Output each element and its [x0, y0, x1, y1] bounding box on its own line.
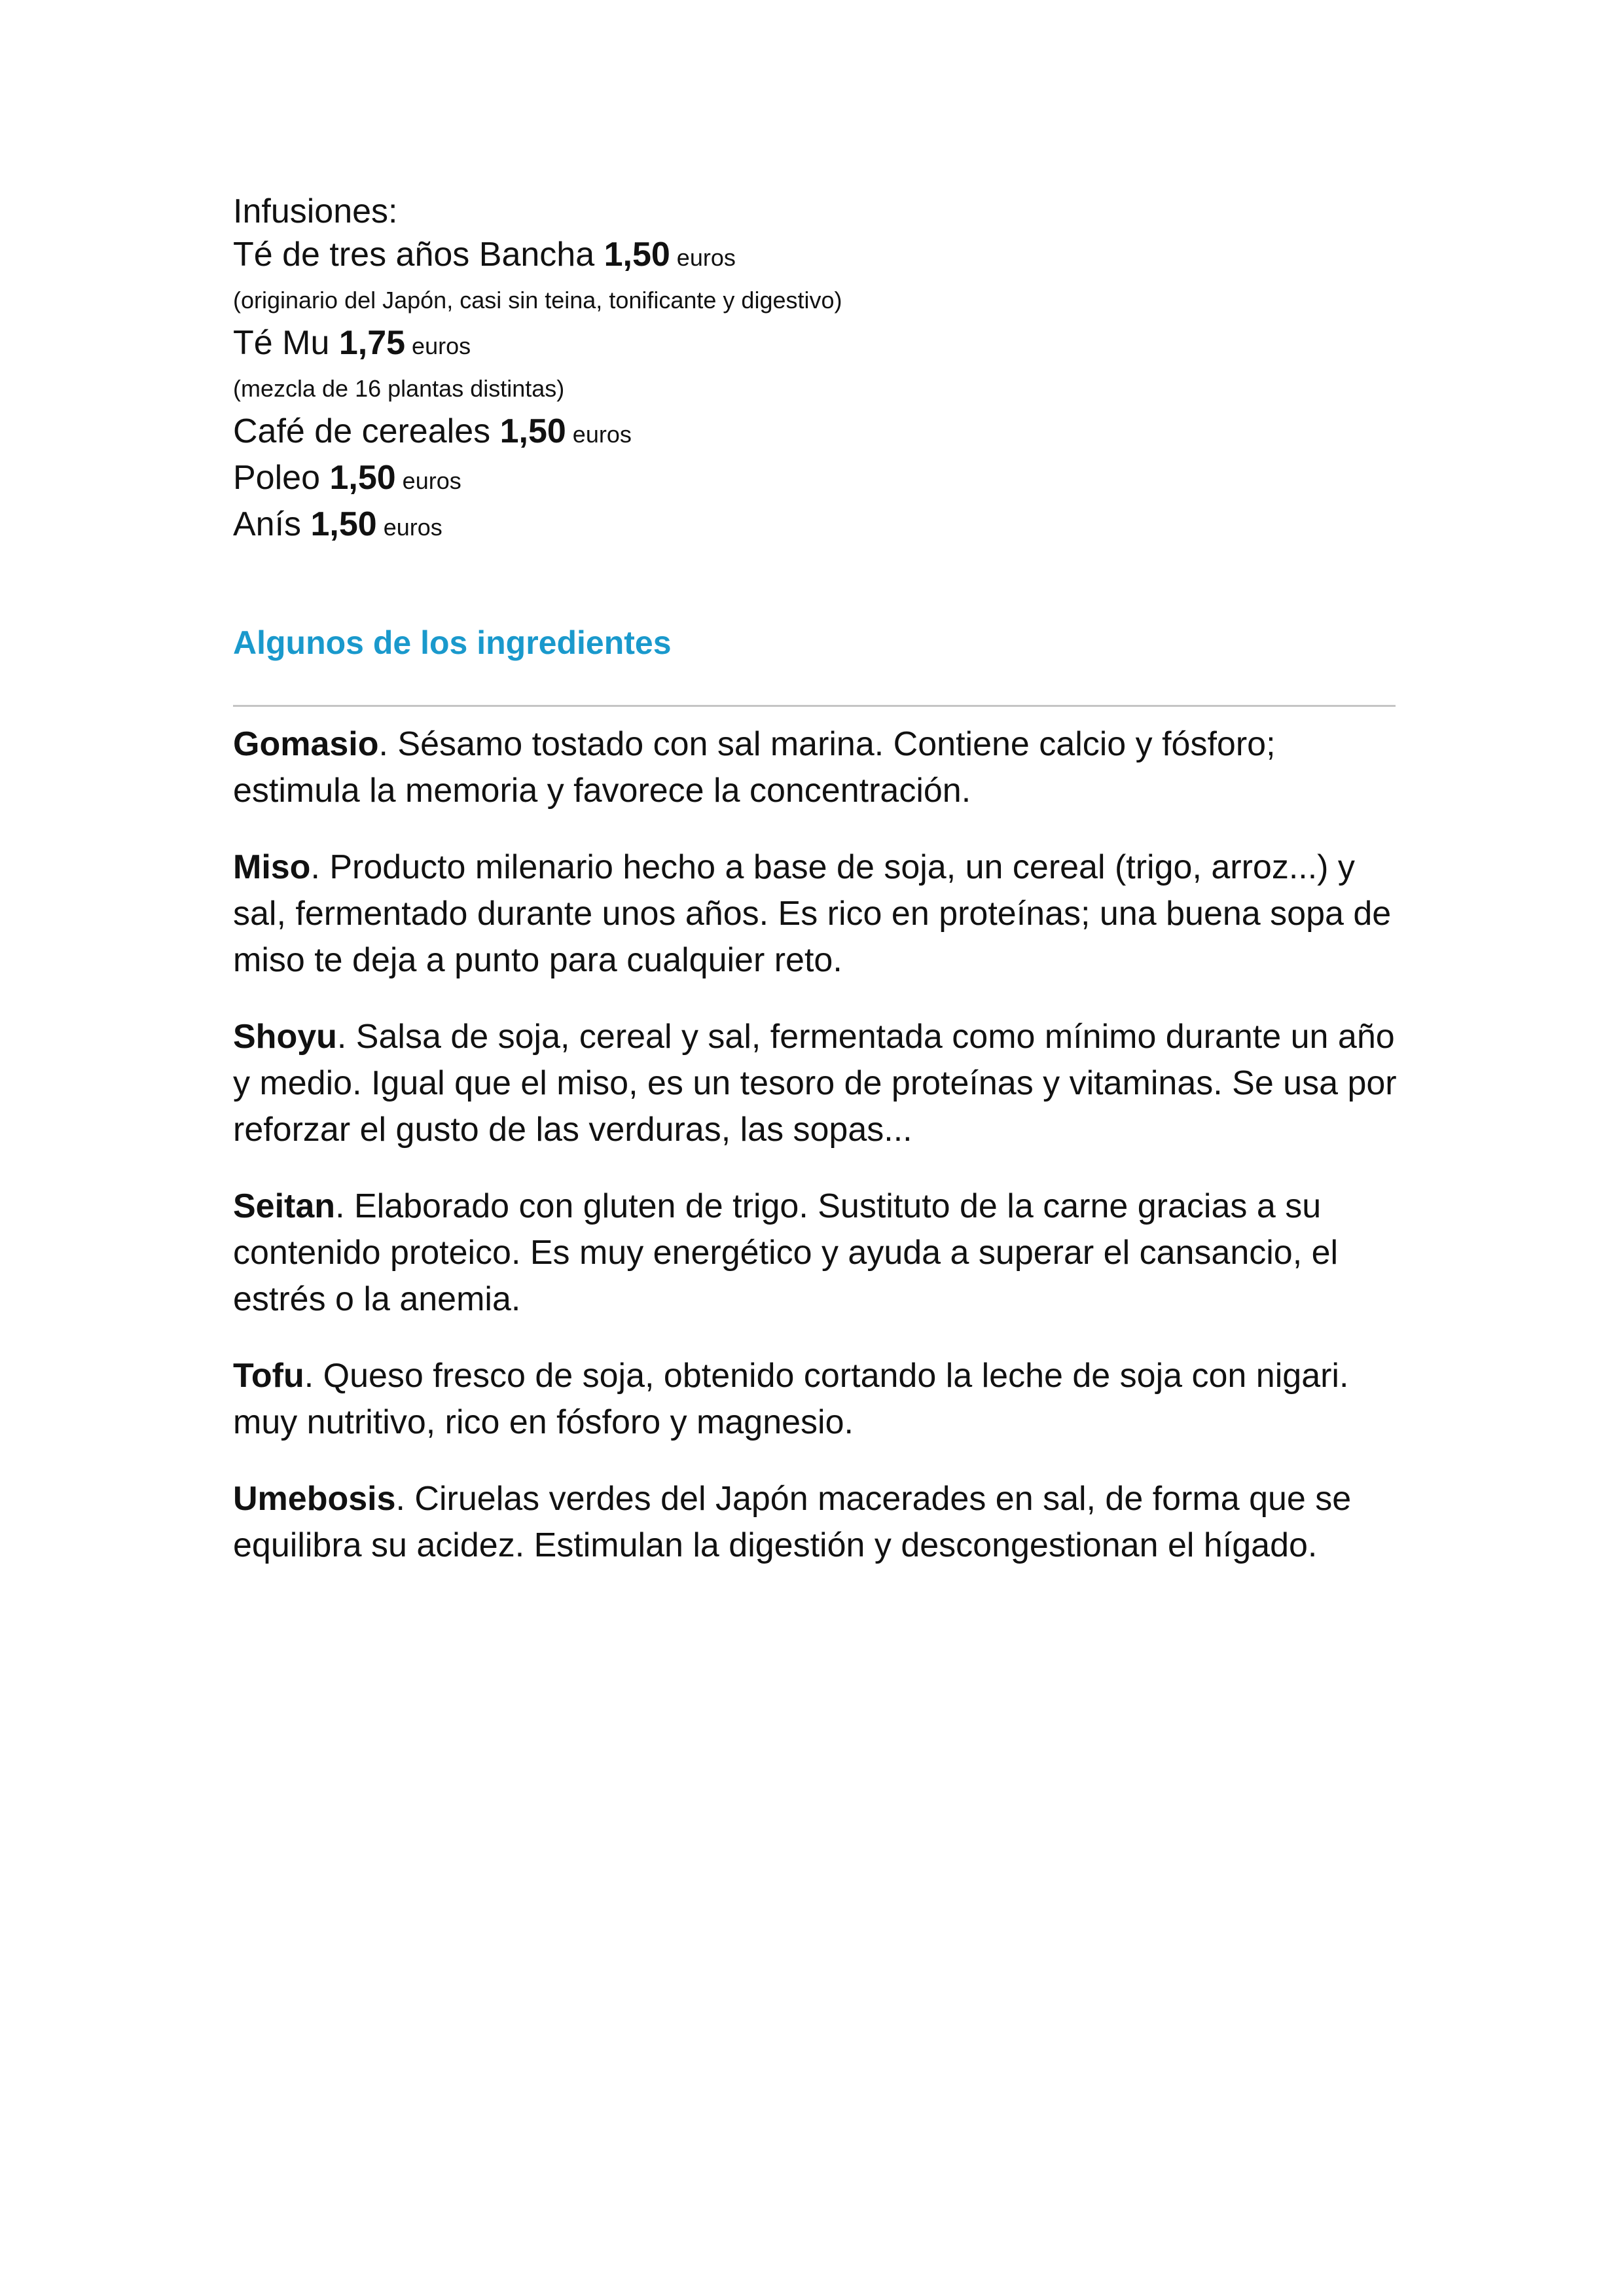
ingredient-description: . Elaborado con gluten de trigo. Sustituto de la carne gracias a su contenido proteico. Es muy energético y ayuda a superar el cansancio, el estrés o la anemia.: [233, 1187, 1339, 1318]
ingredient-name: Miso: [233, 848, 311, 886]
ingredient-tofu: [233, 1353, 1405, 1446]
ingredient-name: Seitan: [233, 1187, 336, 1225]
ingredient-description: . Sésamo tostado con sal marina. Contiene calcio y fósforo; estimula la memoria y favorece la concentración.: [233, 725, 1276, 810]
drink-unit: euros: [376, 514, 442, 541]
drink-name: Café de cereales: [233, 412, 500, 450]
drink-item-te-mu: [233, 321, 1411, 368]
ingredient-name: Tofu: [233, 1357, 304, 1395]
drink-price: 1,75: [338, 324, 406, 362]
drink-name: Té Mu: [233, 324, 339, 362]
drink-note-te-mu: (mezcla de 16 plantas distintas): [233, 375, 565, 402]
drink-name: Anís: [233, 505, 311, 543]
drink-item-bancha: [233, 233, 1411, 279]
drink-unit: euros: [395, 467, 461, 494]
ingredient-name: Gomasio: [233, 725, 379, 763]
drink-name: Té de tres años Bancha: [233, 236, 604, 274]
drink-price: 1,50: [604, 236, 670, 274]
ingredients-title: Algunos de los ingredientes: [233, 624, 672, 661]
section-divider: [233, 705, 1396, 707]
ingredient-gomasio: [233, 721, 1405, 814]
ingredient-description: . Producto milenario hecho a base de soja, un cereal (trigo, arroz...) y sal, fermentado durante unos años. Es rico en proteínas; una buena sopa de miso te deja a punto para cualquier reto.: [233, 848, 1392, 979]
drink-item-anis: [233, 503, 1411, 549]
ingredient-name: Umebosis: [233, 1480, 396, 1518]
ingredient-name: Shoyu: [233, 1018, 337, 1056]
drink-price: 1,50: [329, 459, 396, 497]
drink-note-bancha: (originario del Japón, casi sin teina, tonificante y digestivo): [233, 287, 842, 314]
drink-unit: euros: [566, 421, 632, 448]
menu-page: [233, 190, 1411, 1599]
drink-item-cafe-cereales: [233, 410, 1411, 456]
infusions-heading: Infusiones:: [233, 192, 398, 230]
ingredient-seitan: [233, 1183, 1405, 1323]
drink-item-poleo: [233, 456, 1411, 503]
ingredient-miso: [233, 844, 1405, 984]
drink-price: 1,50: [310, 505, 377, 543]
drink-unit: euros: [405, 332, 471, 359]
ingredient-umebosis: [233, 1476, 1405, 1569]
ingredient-shoyu: [233, 1014, 1405, 1153]
drink-name: Poleo: [233, 459, 330, 497]
ingredient-description: . Salsa de soja, cereal y sal, fermentada como mínimo durante un año y medio. Igual que el miso, es un tesoro de proteínas y vitaminas. Se usa por reforzar el gusto de las verduras, las sopas...: [233, 1018, 1397, 1149]
drink-price: 1,50: [499, 412, 566, 450]
ingredient-description: . Queso fresco de soja, obtenido cortando la leche de soja con nigari. muy nutritivo, rico en fósforo y magnesio.: [233, 1357, 1349, 1441]
ingredient-description: . Ciruelas verdes del Japón macerades en sal, de forma que se equilibra su acidez. Estimulan la digestión y descongestionan el hígado.: [233, 1480, 1352, 1564]
drink-unit: euros: [670, 244, 736, 271]
